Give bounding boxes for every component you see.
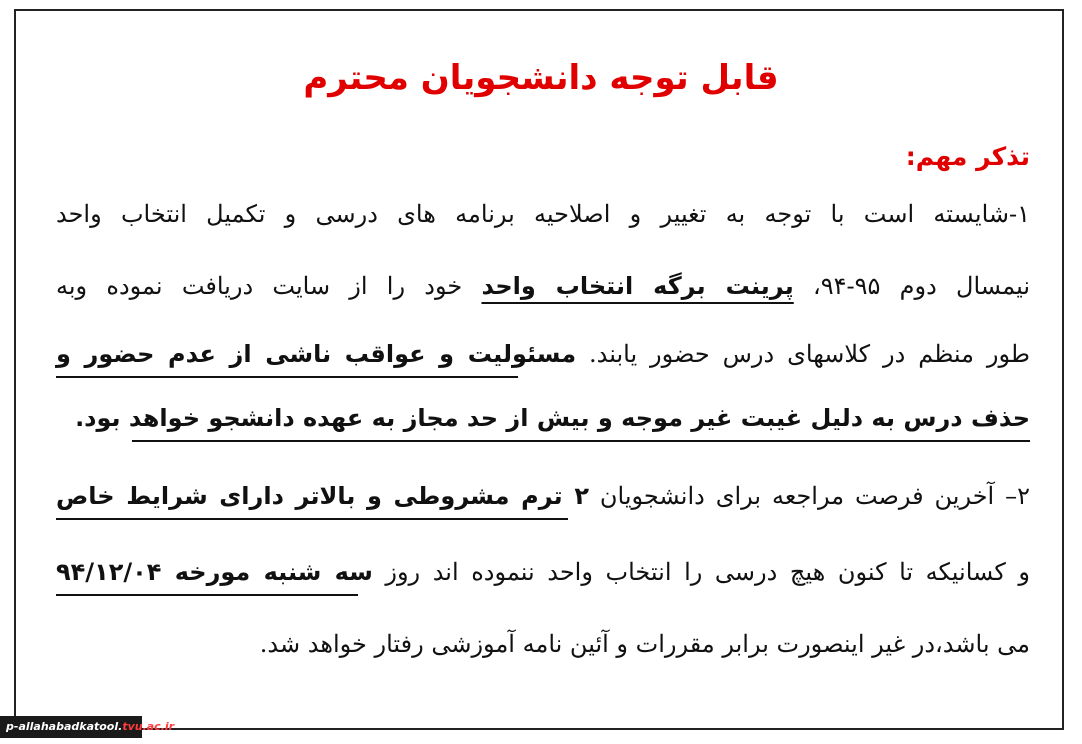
deadline-date-emphasis: سه شنبه مورخه ۹۴/۱۲/۰۴ bbox=[56, 558, 373, 586]
reminder-label: تذکر مهم: bbox=[905, 142, 1030, 171]
item1-line2-text-b: خود را از سایت دریافت نموده وبه bbox=[56, 272, 482, 300]
underline-rule bbox=[132, 440, 1030, 442]
item2-line2 bbox=[56, 554, 1030, 590]
site-watermark bbox=[0, 716, 175, 738]
item2-line3 bbox=[56, 626, 1030, 662]
item1-line1-text: ۱-شایسته است با توجه به تغییر و اصلاحیه برنامه های درسی و تکمیل انتخاب واحد bbox=[56, 200, 1030, 228]
item2-line1-text: ۲– آخرین فرصت مراجعه برای دانشجویان bbox=[588, 482, 1030, 510]
underline-rule bbox=[56, 594, 358, 596]
item2-line1 bbox=[56, 478, 1030, 514]
underline-rule bbox=[56, 518, 568, 520]
absence-consequence-emphasis: حذف درس به دلیل غیبت غیر موجه و بیش از حد مجاز به عهده دانشجو خواهد بود. bbox=[75, 404, 1030, 432]
underline-rule bbox=[56, 376, 518, 378]
watermark-domain: tvu.ac.ir bbox=[122, 720, 175, 733]
item1-line4 bbox=[56, 400, 1030, 436]
item1-line3-text: طور منظم در کلاسهای درس حضور یابند. bbox=[576, 340, 1030, 368]
responsibility-emphasis: مسئولیت و عواقب ناشی از عدم حضور و bbox=[56, 340, 577, 368]
item2-line2-text: و کسانیکه تا کنون هیچ درسی را انتخاب واحد ننموده اند روز bbox=[372, 558, 1030, 586]
item1-line2-text-a: نیمسال دوم ۹۵-۹۴، bbox=[793, 272, 1030, 300]
watermark-prefix: p-allahabadkatool. bbox=[6, 720, 123, 733]
notice-title: قابل توجه دانشجویان محترم bbox=[303, 58, 779, 98]
print-registration-form-emphasis: پرینت برگه انتخاب واحد bbox=[481, 272, 794, 300]
probation-students-emphasis: ۲ ترم مشروطی و بالاتر دارای شرایط خاص bbox=[56, 482, 589, 510]
item1-line1 bbox=[56, 196, 1030, 232]
item2-line3-text: می باشد،در غیر اینصورت برابر مقررات و آئین نامه آموزشی رفتار خواهد شد. bbox=[259, 630, 1030, 658]
item1-line2 bbox=[56, 268, 1030, 304]
item1-line3 bbox=[56, 336, 1030, 372]
